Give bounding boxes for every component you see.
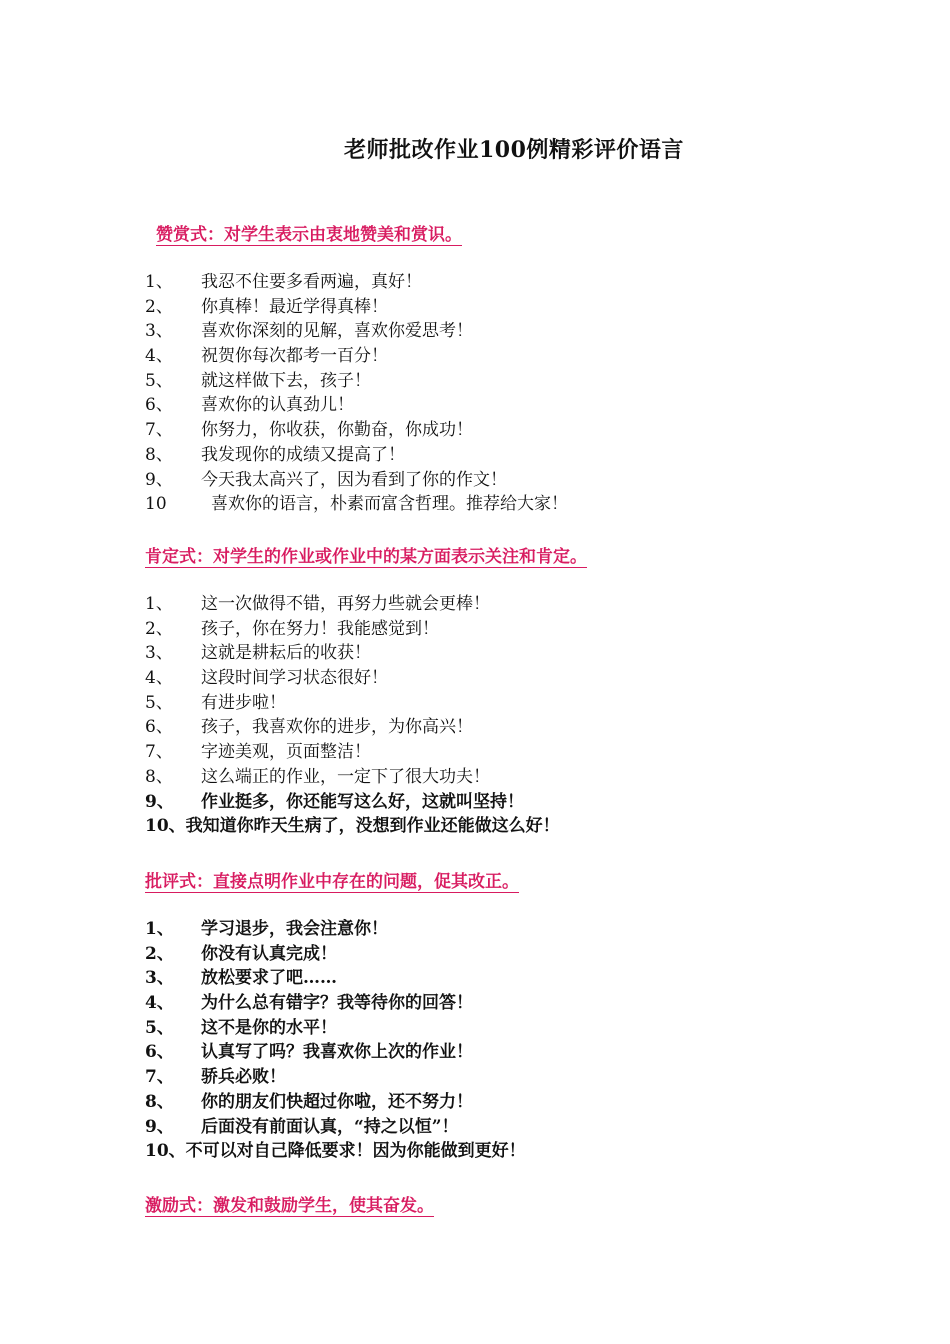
- section-criticism: [145, 869, 845, 1164]
- item-number: 2、: [145, 618, 173, 639]
- item-text: 字迹美观，页面整洁！: [201, 742, 371, 763]
- list-item: [145, 270, 845, 295]
- item-text: 这不是你的水平！: [201, 1017, 337, 1038]
- item-text: 你真棒！最近学得真棒！: [201, 296, 388, 317]
- item-number: 7、: [145, 742, 173, 763]
- item-text: 骄兵必败！: [201, 1067, 286, 1088]
- list-item: [145, 641, 845, 666]
- item-number: 9、: [145, 791, 174, 812]
- list-item: [145, 393, 845, 418]
- page-title: 老师批改作业100例精彩评价语言: [344, 137, 684, 163]
- item-number: 5、: [145, 370, 173, 391]
- item-text: 祝贺你每次都考一百分！: [201, 346, 388, 367]
- item-number: 6、: [145, 395, 173, 416]
- item-text: 喜欢你深刻的见解，喜欢你爱思考！: [201, 321, 473, 342]
- item-number: 2、: [145, 296, 173, 317]
- item-number: 8、: [145, 1091, 174, 1112]
- item-text: 喜欢你的语言，朴素而富含哲理。推荐给大家！: [211, 494, 568, 515]
- item-text: 这一次做得不错，再努力些就会更棒！: [201, 594, 490, 614]
- item-text: 孩子，你在努力！我能感觉到！: [201, 618, 439, 639]
- item-number: 5、: [145, 692, 173, 713]
- list-item: [145, 1016, 845, 1041]
- item-text: 这么端正的作业，一定下了很大功夫！: [201, 766, 490, 787]
- list-item: [145, 740, 845, 765]
- list-item: [145, 942, 845, 967]
- item-text: 我知道你昨天生病了，没想到作业还能做这么好！: [185, 816, 560, 837]
- list-item: [145, 617, 845, 642]
- list-item: [145, 991, 845, 1016]
- section-heading: 肯定式：对学生的作业或作业中的某方面表示关注和肯定。: [145, 547, 587, 567]
- item-number: 10、: [145, 1141, 186, 1162]
- list-item: [145, 319, 845, 344]
- list: [145, 270, 845, 517]
- item-number: 6、: [145, 1042, 174, 1063]
- list-item: [145, 592, 845, 617]
- item-number: 9、: [145, 1116, 174, 1137]
- section-heading: 激励式：激发和鼓励学生，使其奋发。: [145, 1196, 434, 1216]
- list-item: [145, 966, 845, 991]
- item-number: 5、: [145, 1017, 174, 1038]
- list-item: [145, 468, 845, 493]
- item-text: 放松要求了吧……: [201, 968, 337, 989]
- list-item: [145, 344, 845, 369]
- item-number: 7、: [145, 1067, 174, 1088]
- section-heading: 赞赏式：对学生表示由衷地赞美和赏识。: [156, 225, 462, 245]
- item-text: 你努力，你收获，你勤奋，你成功！: [201, 420, 473, 441]
- item-text: 认真写了吗？我喜欢你上次的作业！: [201, 1042, 473, 1063]
- item-text: 这段时间学习状态很好！: [201, 668, 388, 689]
- list-item: [145, 691, 845, 716]
- list-item: [145, 369, 845, 394]
- item-text: 喜欢你的认真劲儿！: [201, 395, 354, 416]
- item-text: 有进步啦！: [201, 692, 286, 713]
- list-item: [145, 295, 845, 320]
- list-item: [145, 1115, 845, 1140]
- item-number: 9、: [145, 469, 173, 490]
- list-item: [145, 1040, 845, 1065]
- item-number: 4、: [145, 346, 173, 367]
- list-item: [145, 666, 845, 691]
- item-number: 3、: [145, 643, 173, 664]
- item-text: 你没有认真完成！: [201, 943, 337, 964]
- item-number: 10、: [145, 816, 186, 837]
- list-item: [145, 1065, 845, 1090]
- list-item: [145, 443, 845, 468]
- item-number: 3、: [145, 321, 173, 342]
- item-text: 不可以对自己降低要求！因为你能做到更好！: [185, 1141, 526, 1162]
- item-text: 今天我太高兴了，因为看到了你的作文！: [201, 469, 507, 490]
- list-item: [145, 814, 845, 839]
- item-number: 3、: [145, 968, 174, 989]
- item-text: 你的朋友们快超过你啦，还不努力！: [201, 1091, 473, 1112]
- item-number: 4、: [145, 993, 174, 1014]
- item-number: 2、: [145, 943, 174, 964]
- list-item: [145, 765, 845, 790]
- item-text: 学习退步，我会注意你！: [201, 919, 388, 939]
- item-number: 10: [145, 494, 167, 515]
- list-item: [145, 1139, 845, 1164]
- list: [145, 592, 845, 839]
- list-item: [145, 917, 845, 942]
- list-item: [145, 492, 845, 517]
- item-text: 作业挺多，你还能写这么好，这就叫坚持！: [201, 791, 524, 812]
- item-text: 后面没有前面认真，“持之以恒”！: [201, 1116, 459, 1137]
- section-praise: [145, 222, 845, 517]
- item-text: 我忍不住要多看两遍，真好！: [201, 272, 422, 292]
- item-text: 这就是耕耘后的收获！: [201, 643, 371, 664]
- item-number: 1、: [145, 272, 173, 292]
- item-number: 1、: [145, 594, 173, 614]
- item-number: 6、: [145, 717, 173, 738]
- section-affirmation: [145, 544, 845, 839]
- item-text: 孩子，我喜欢你的进步，为你高兴！: [201, 717, 473, 738]
- list-item: [145, 418, 845, 443]
- list-item: [145, 715, 845, 740]
- item-text: 为什么总有错字？我等待你的回答！: [201, 993, 473, 1014]
- section-heading: 批评式：直接点明作业中存在的问题，促其改正。: [145, 872, 519, 892]
- section-encouragement: [145, 1193, 845, 1219]
- item-number: 8、: [145, 444, 173, 465]
- item-number: 8、: [145, 766, 173, 787]
- item-number: 7、: [145, 420, 173, 441]
- item-number: 4、: [145, 668, 173, 689]
- list-item: [145, 1090, 845, 1115]
- item-number: 1、: [145, 919, 174, 939]
- list-item: [145, 790, 845, 815]
- item-text: 就这样做下去，孩子！: [201, 370, 371, 391]
- item-text: 我发现你的成绩又提高了！: [201, 444, 405, 465]
- list: [145, 917, 845, 1164]
